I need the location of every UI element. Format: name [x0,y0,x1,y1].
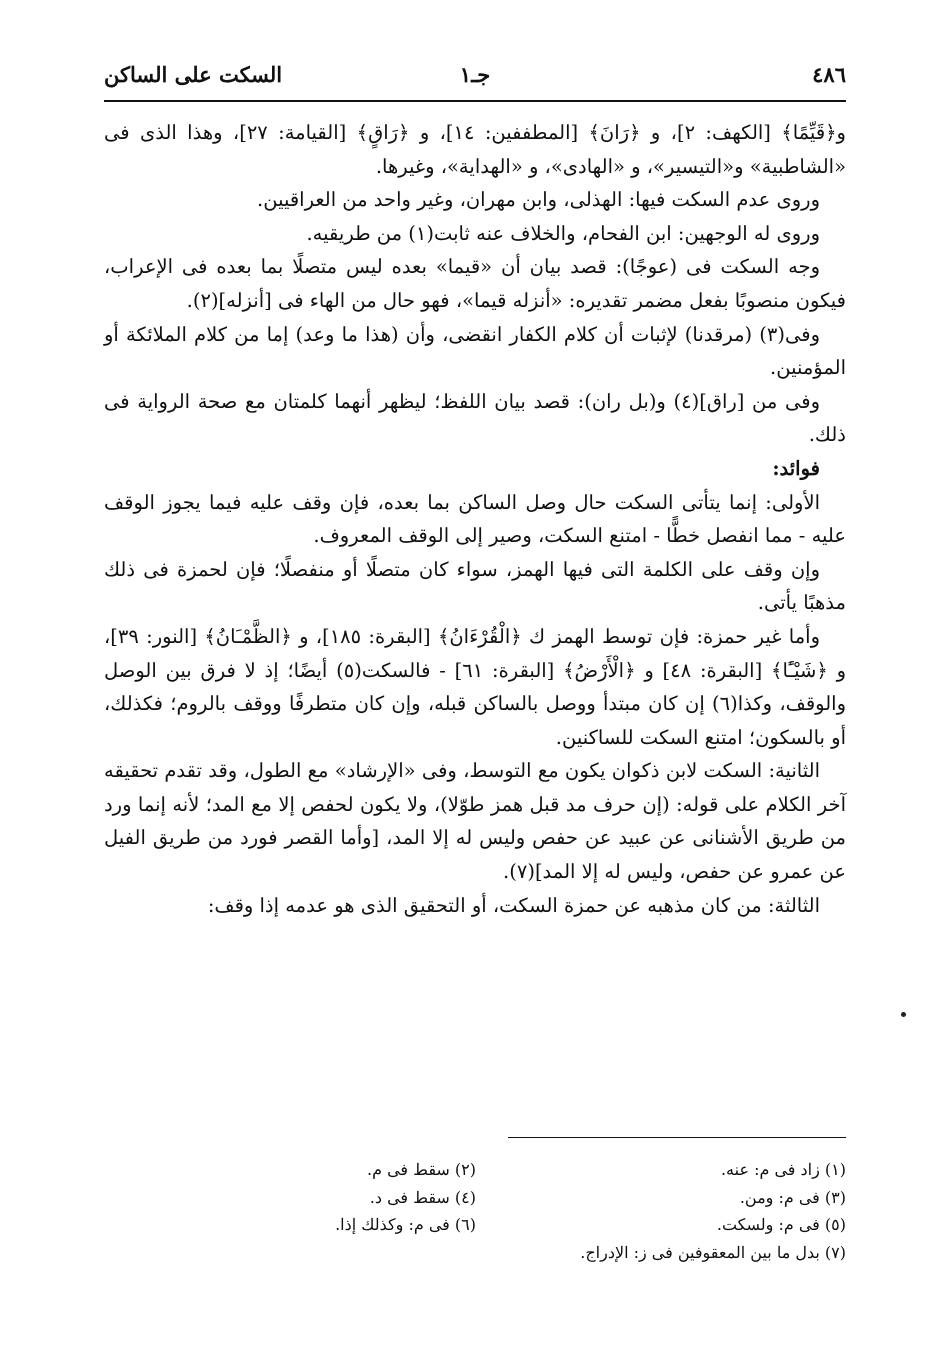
footnote: (٥) فى م: ولسكت. [716,1215,846,1234]
footnote-row [104,1184,846,1212]
paragraph: الثالثة: من كان مذهبه عن حمزة السكت، أو التحقيق الذى هو عدمه إذا وقف: [207,893,820,917]
paragraph: وروى له الوجهين: ابن الفحام، والخلاف عنه ثابت(١) من طريقيه. [306,221,820,245]
paragraph: وروى عدم السكت فيها: الهذلى، وابن مهران، وغير واحد من العراقيين. [257,188,820,212]
paragraph: وفى(٣) (مرقدنا) لإثبات أن كلام الكفار انقضى، وأن (هذا ما وعد) إما من كلام الملائكة أو المؤمنين. [104,322,846,380]
footnote-row [104,1239,846,1267]
chapter-title: السكت على الساكن [104,62,283,87]
footnote: (٦) فى م: وكذلك إذا. [335,1215,476,1234]
page-number: ٤٨٦ [812,62,846,87]
paragraph: وفى من [راق](٤) و(بل ران): قصد بيان اللفظ؛ ليظهر أنهما كلمتان مع صحة الرواية فى ذلك. [104,389,846,447]
footnote-rule [508,1137,846,1138]
paragraph: وأما غير حمزة: فإن توسط الهمز ك ﴿الْقُرْءَانُ﴾ [البقرة: ١٨٥]، و ﴿الظَّمْـَانُ﴾ [النور: ٣٩]، و ﴿شَيْـًٔا﴾ [البقرة: ٤٨] و ﴿الْأَرْضُ﴾ [البقرة: ٦١] - فالسكت(٥) أيضًا؛ إذ لا فرق بين الوصل والوقف، وكذا(٦) إن كان مبتدأ ووصل بالساكن قبله، وإن كان متطرفًا ووقف بالروم؛ فكذلك، أو بالسكون؛ امتنع السكت للساكنين. [104,624,847,749]
paragraph: الثانية: السكت لابن ذكوان يكون مع التوسط، وفى «الإرشاد» مع الطول، وقد تقدم تحقيقه آخر الكلام على قوله: (إن حرف مد قبل همز طوّلا)، ولا يكون لحفص إلا مع المد؛ لأنه إنما ورد من طريق الأشنانى عن عبيد عن حفص وليس له إلا المد، [وأما القصر فورد من طريق الفيل عن عمرو عن حفص، وليس له إلا المد](٧). [104,759,846,884]
footnote: (٤) سقط فى د. [369,1187,476,1207]
section-heading: فوائد: [772,456,820,480]
running-header [104,58,846,98]
volume-label: جـ١ [459,62,491,87]
footnote: (٧) بدل ما بين المعقوفين فى ز: الإدراج. [580,1242,846,1262]
paragraph: وإن وقف على الكلمة التى فيها الهمز، سواء كان متصلًا أو منفصلًا؛ فإن لحمزة فى ذلك مذهبًا يأتى. [104,557,846,615]
footnote: (٣) فى م: ومن. [739,1187,846,1207]
footnote: (٢) سقط فى م. [366,1160,476,1179]
main-text [104,116,846,922]
paragraph: الأولى: إنما يتأتى السكت حال وصل الساكن بما بعده، فإن وقف عليه فيما يجوز الوقف عليه - مما انفصل خطًّا - امتنع السكت، وصير إلى الوقف المعروف. [104,490,846,548]
header-rule [104,100,846,102]
footnote: (١) زاد فى م: عنه. [720,1160,846,1179]
footnote-row [104,1211,846,1239]
paragraph: و﴿قَيِّمًا﴾ [الكهف: ٢]، و ﴿رَانَ﴾ [المطففين: ١٤]، و ﴿رَاقٍ﴾ [القيامة: ٢٧]، وهذا الذى فى «الشاطبية» و«التيسير»، و «الهادى»، و «الهداية»، وغيرها. [104,121,846,178]
paragraph: وجه السكت فى (عوجًا): قصد بيان أن «قيما» بعده ليس متصلًا بما بعده فى الإعراب، فيكون منصوبًا بفعل مضمر تقديره: «أنزله قيما»، فهو حال من الهاء فى [أنزله](٢). [104,255,846,312]
scan-speck [901,1012,906,1017]
footnote-row [104,1156,846,1184]
footnotes [104,1156,846,1266]
